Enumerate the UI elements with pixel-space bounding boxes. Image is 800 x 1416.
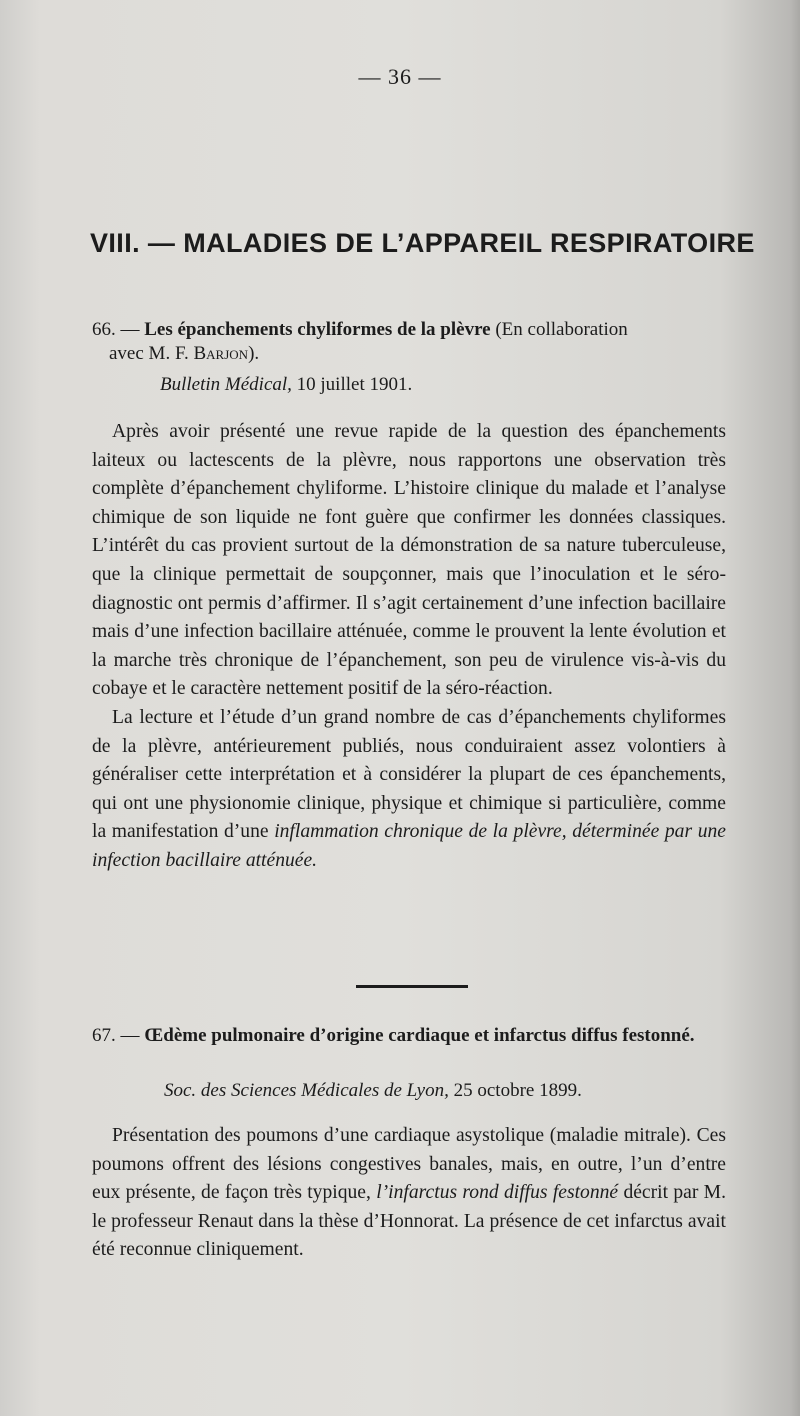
entry-67-heading <box>92 1024 726 1048</box>
entry-66-journal: Bulletin Médical, <box>160 374 292 395</box>
entry-67-journal: Soc. des Sciences Médicales de Lyon, <box>164 1080 449 1101</box>
entry-66-source <box>160 374 412 396</box>
entry-66-number: 66. — <box>92 319 140 340</box>
entry-66-title: Les épanchements chyliformes de la plèvre <box>144 319 491 340</box>
entry-66-paragraph-2-italic: inflammation chronique de la plèvre, déterminée par une infection bacillaire atténuée. <box>92 821 726 871</box>
entry-67-title: Œdème pulmonaire d’origine cardiaque et infarctus diffus festonné. <box>144 1025 695 1046</box>
entry-67-date: 25 octobre 1899. <box>453 1080 582 1101</box>
entry-67-number: 67. — <box>92 1025 140 1046</box>
entry-67-paragraph-end: décrit par M. le professeur Renaut dans la thèse d’Honnorat. La présence de cet infarctus avait été reconnue cliniquement. <box>92 1182 726 1261</box>
entry-66-collaborator-suffix: ). <box>248 343 260 364</box>
entry-66-paragraph-2-text: La lecture et l’étude d’un grand nombre de cas d’épanchements chyliformes de la plèvre, antérieurement publiés, nous conduiraient assez volontiers à généraliser cette interprétation et à considérer la plupart de ces épanchements, qui ont une physionomie clinique, physique et chimique si particulière, comme la manifestation d’une <box>92 706 726 843</box>
entry-67-paragraph-start: Présentation des poumons d’une cardiaque asystolique (maladie mitrale). Ces poumons offrent des lésions congestives banales, mais, en outre, l’un d’entre eux présente, de façon très typique, <box>92 1125 726 1204</box>
entry-67-paragraph-italic: l’infarctus rond diffus festonné <box>376 1182 619 1204</box>
entry-66-collaborator-prefix: avec M. F. <box>109 343 189 364</box>
entry-66-date: 10 juillet 1901. <box>296 374 413 395</box>
entry-66-paragraph-1: Après avoir présenté une revue rapide de la question des épanchements laiteux ou lactescents de la plèvre, nous rapportons une observation très complète d’épanchement chyliforme. L’histoire clinique du malade et l’analyse chimique de son liquide ne font guère que confirmer les données classiques. L’intérêt du cas provient surtout de la démonstration de sa nature tuberculeuse, que la clinique permettait de soupçonner, mais que l’inoculation et le séro-diagnostic ont permis d’affirmer. Il s’agit certainement d’une infection bacillaire mais d’une infection bacillaire atténuée, comme le prouvent la lente évolution et la marche très chronique de l’épanchement, son peu de virulence vis-à-vis du cobaye et le caractère nettement positif de la séro-réaction. <box>92 421 726 700</box>
chapter-title: VIII. — MALADIES DE L’APPAREIL RESPIRATOIRE <box>90 228 755 258</box>
entry-67-source <box>164 1080 582 1102</box>
entry-66-note: (En collaboration <box>495 319 628 340</box>
entry-66-collaborator <box>92 342 726 366</box>
page-number: — 36 — <box>358 64 442 89</box>
entry-66-paragraph-2 <box>92 704 726 876</box>
section-divider <box>356 985 468 988</box>
entry-67-paragraph <box>92 1122 726 1265</box>
entry-66-body <box>92 418 726 876</box>
entry-66-heading <box>92 318 726 366</box>
entry-66-collaborator-name: Barjon <box>193 343 249 364</box>
entry-67-body <box>92 1122 726 1265</box>
